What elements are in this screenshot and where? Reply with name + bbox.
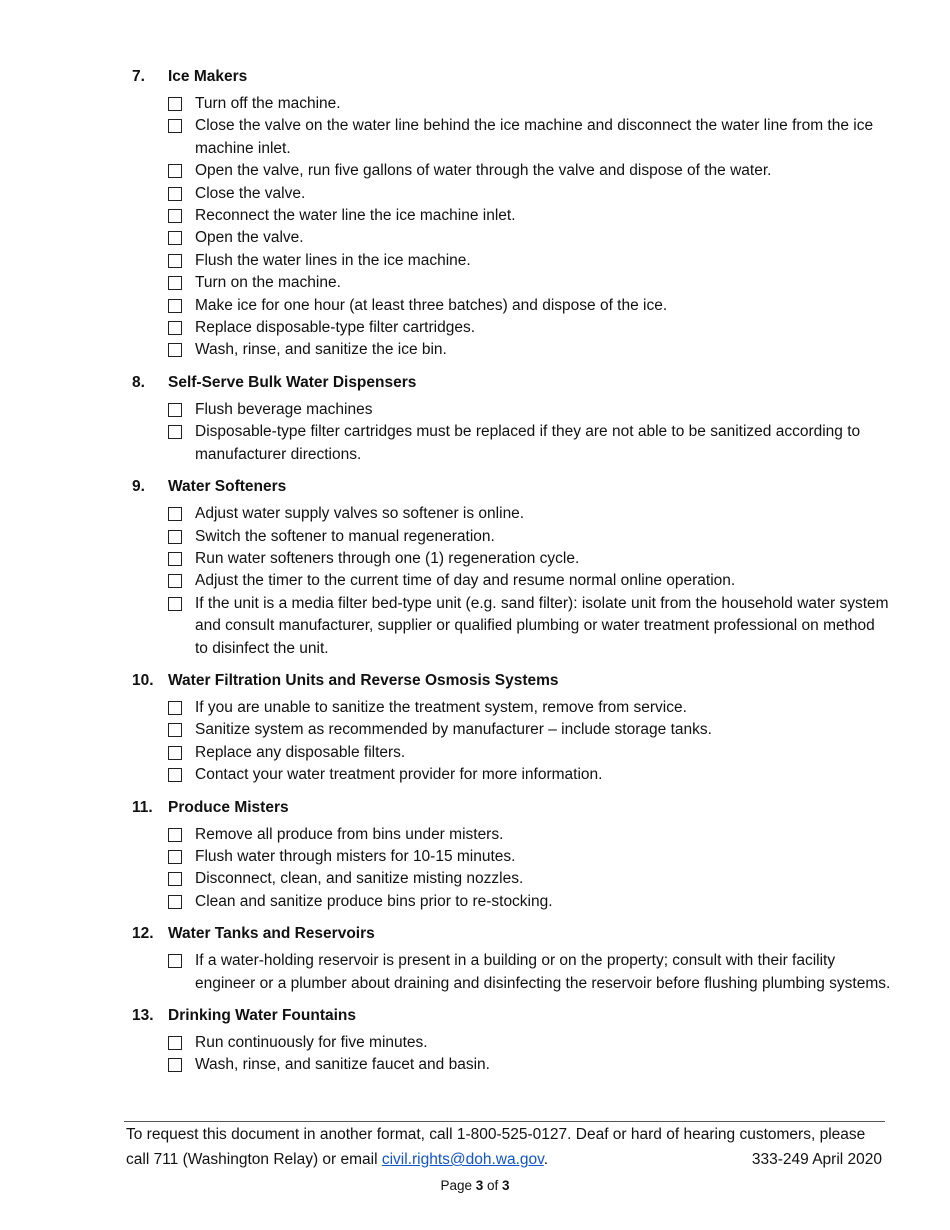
checklist-item-text: Reconnect the water line the ice machine inlet. <box>195 207 516 225</box>
checkbox[interactable] <box>168 97 182 111</box>
checklist-items <box>132 697 892 787</box>
checklist-section <box>132 923 892 995</box>
section-title: Self-Serve Bulk Water Dispensers <box>168 373 417 391</box>
checklist-item-text: Make ice for one hour (at least three batches) and dispose of the ice. <box>195 296 668 314</box>
checkbox[interactable] <box>168 701 182 715</box>
checklist-item <box>168 227 892 249</box>
section-heading <box>132 670 892 692</box>
checklist-item <box>168 93 892 115</box>
checklist-item <box>168 526 892 548</box>
section-number: 9. <box>132 478 145 496</box>
checklist-item <box>168 115 892 160</box>
section-heading <box>132 1005 892 1027</box>
checklist-item <box>168 205 892 227</box>
checklist-item-text: Replace any disposable filters. <box>195 743 406 761</box>
checklist-item <box>168 421 892 466</box>
page-total: 3 <box>502 1178 510 1193</box>
checklist-item <box>168 868 892 890</box>
checklist-item <box>168 295 892 317</box>
checklist-item <box>168 183 892 205</box>
checkbox[interactable] <box>168 254 182 268</box>
checklist-item <box>168 272 892 294</box>
checklist-item <box>168 250 892 272</box>
checklist-item-text: Close the valve on the water line behind the ice machine and disconnect the water line from the ice machine inlet. <box>195 117 874 157</box>
checklist-item-text: Close the valve. <box>195 184 306 202</box>
checklist-section <box>132 1005 892 1077</box>
checklist-item-text: Run continuously for five minutes. <box>195 1034 428 1051</box>
checklist-item <box>168 891 892 913</box>
page-of: of <box>487 1178 499 1193</box>
checkbox[interactable] <box>168 1036 182 1050</box>
checklist-section <box>132 66 892 362</box>
checklist-items <box>132 503 892 660</box>
checklist-item <box>168 503 892 525</box>
page-current: 3 <box>475 1178 484 1193</box>
checklist-item-text: Flush the water lines in the ice machine. <box>195 251 471 269</box>
checkbox[interactable] <box>168 768 182 782</box>
checklist-item <box>168 824 892 846</box>
checklist-items <box>132 1032 892 1077</box>
checkbox[interactable] <box>168 507 182 521</box>
checklist-item <box>168 548 892 570</box>
checklist-item-text: Disposable-type filter cartridges must be replaced if they are not able to be sanitized according to manufacturer directions. <box>195 423 861 463</box>
checklist-item <box>168 846 892 868</box>
checklist-item-text: Flush beverage machines <box>195 400 373 418</box>
checklist-item-text: Adjust water supply valves so softener is online. <box>195 505 525 523</box>
checklist-item-text: If a water-holding reservoir is present in a building or on the property; consult with their facility engineer or a plumber about draining and disinfecting the reservoir before flushing plumbing systems. <box>195 952 891 992</box>
checklist-item <box>168 339 892 361</box>
section-heading <box>132 797 892 819</box>
checkbox[interactable] <box>168 425 182 439</box>
section-title: Water Tanks and Reservoirs <box>168 925 375 943</box>
section-title: Water Softeners <box>168 478 287 496</box>
page-number <box>0 1178 950 1193</box>
checkbox[interactable] <box>168 597 182 611</box>
section-number: 8. <box>132 373 145 391</box>
checkbox[interactable] <box>168 574 182 588</box>
checklist-item-text: Run water softeners through one (1) regeneration cycle. <box>195 549 580 567</box>
footer-line-2 <box>126 1147 882 1172</box>
checklist-item <box>168 317 892 339</box>
footer <box>126 1122 882 1172</box>
checklist-item-text: Open the valve. <box>195 229 304 247</box>
checkbox[interactable] <box>168 299 182 313</box>
checkbox[interactable] <box>168 872 182 886</box>
checkbox[interactable] <box>168 1058 182 1072</box>
section-number: 10. <box>132 671 154 689</box>
checklist-section <box>132 670 892 787</box>
checklist-item-text: Remove all produce from bins under misters. <box>195 825 504 843</box>
checkbox[interactable] <box>168 209 182 223</box>
checklist-section <box>132 476 892 660</box>
checkbox[interactable] <box>168 119 182 133</box>
checklist-item-text: Open the valve, run five gallons of water through the valve and dispose of the water. <box>195 162 772 180</box>
checklist-item <box>168 160 892 182</box>
checkbox[interactable] <box>168 321 182 335</box>
checklist-item-text: Turn off the machine. <box>195 95 341 112</box>
checklist-item-text: Contact your water treatment provider for more information. <box>195 766 603 784</box>
checklist-items <box>132 93 892 362</box>
section-number: 11. <box>132 798 153 816</box>
section-title: Produce Misters <box>168 798 289 816</box>
checklist-item <box>168 1032 892 1054</box>
civil-rights-email-link[interactable]: civil.rights@doh.wa.gov <box>381 1151 544 1168</box>
checklist-items <box>132 399 892 466</box>
checklist-item <box>168 950 892 995</box>
section-title: Ice Makers <box>168 68 248 85</box>
section-heading <box>132 66 892 88</box>
checklist-section <box>132 372 892 466</box>
footer-contact-suffix: . <box>543 1151 549 1168</box>
checkbox[interactable] <box>168 276 182 290</box>
checkbox[interactable] <box>168 231 182 245</box>
checklist-item-text: Replace disposable-type filter cartridges. <box>195 319 475 337</box>
section-heading <box>132 372 892 394</box>
checkbox[interactable] <box>168 187 182 201</box>
page-label: Page <box>440 1178 472 1193</box>
section-title: Water Filtration Units and Reverse Osmosis Systems <box>168 671 559 689</box>
checklist-item <box>168 764 892 786</box>
checklist-item-text: Adjust the timer to the current time of day and resume normal online operation. <box>195 572 736 590</box>
checkbox[interactable] <box>168 828 182 842</box>
checklist-item-text: Wash, rinse, and sanitize the ice bin. <box>195 341 447 359</box>
checklist-item-text: If the unit is a media filter bed-type unit (e.g. sand filter): isolate unit from the household water system and consult manufacturer, supplier or qualified plumbing or water treatment professional on method to disinfect the unit. <box>195 594 889 657</box>
checklist-item-text: Turn on the machine. <box>195 274 341 292</box>
document-id: 333-249 April 2020 <box>751 1151 882 1168</box>
checklist-item-text: Sanitize system as recommended by manufacturer – include storage tanks. <box>195 721 712 739</box>
checklist-item-text: Flush water through misters for 10-15 minutes. <box>195 847 516 865</box>
checklist-item <box>168 719 892 741</box>
checklist-section <box>132 797 892 914</box>
checklist-item <box>168 593 892 660</box>
checkbox[interactable] <box>168 746 182 760</box>
checkbox[interactable] <box>168 343 182 357</box>
section-number: 7. <box>132 68 145 85</box>
checklist-item-text: Clean and sanitize produce bins prior to re-stocking. <box>195 892 553 910</box>
checkbox[interactable] <box>168 954 182 968</box>
checklist-items <box>132 950 892 995</box>
footer-contact <box>126 1147 548 1172</box>
checklist-item <box>168 1054 892 1076</box>
checklist-item-text: Switch the softener to manual regeneration. <box>195 527 495 545</box>
checklist-item <box>168 570 892 592</box>
checkbox[interactable] <box>168 552 182 566</box>
section-heading <box>132 923 892 945</box>
checklist-item <box>168 697 892 719</box>
section-number: 13. <box>132 1007 154 1024</box>
checkbox[interactable] <box>168 530 182 544</box>
checklist-item-text: Disconnect, clean, and sanitize misting nozzles. <box>195 870 524 888</box>
footer-line-1: To request this document in another format, call 1-800-525-0127. Deaf or hard of hearing customers, please <box>126 1126 866 1143</box>
checklist-item <box>168 399 892 421</box>
checklist-item-text: If you are unable to sanitize the treatment system, remove from service. <box>195 698 687 716</box>
section-heading <box>132 476 892 498</box>
section-number: 12. <box>132 925 154 943</box>
checkbox[interactable] <box>168 850 182 864</box>
checkbox[interactable] <box>168 164 182 178</box>
footer-contact-prefix: call 711 (Washington Relay) or email <box>126 1151 382 1168</box>
checkbox[interactable] <box>168 895 182 909</box>
checkbox[interactable] <box>168 403 182 417</box>
checkbox[interactable] <box>168 723 182 737</box>
checklist-items <box>132 824 892 914</box>
section-title: Drinking Water Fountains <box>168 1007 357 1024</box>
checklist-content <box>132 66 892 1087</box>
checklist-item-text: Wash, rinse, and sanitize faucet and basin. <box>195 1056 490 1074</box>
checklist-item <box>168 742 892 764</box>
